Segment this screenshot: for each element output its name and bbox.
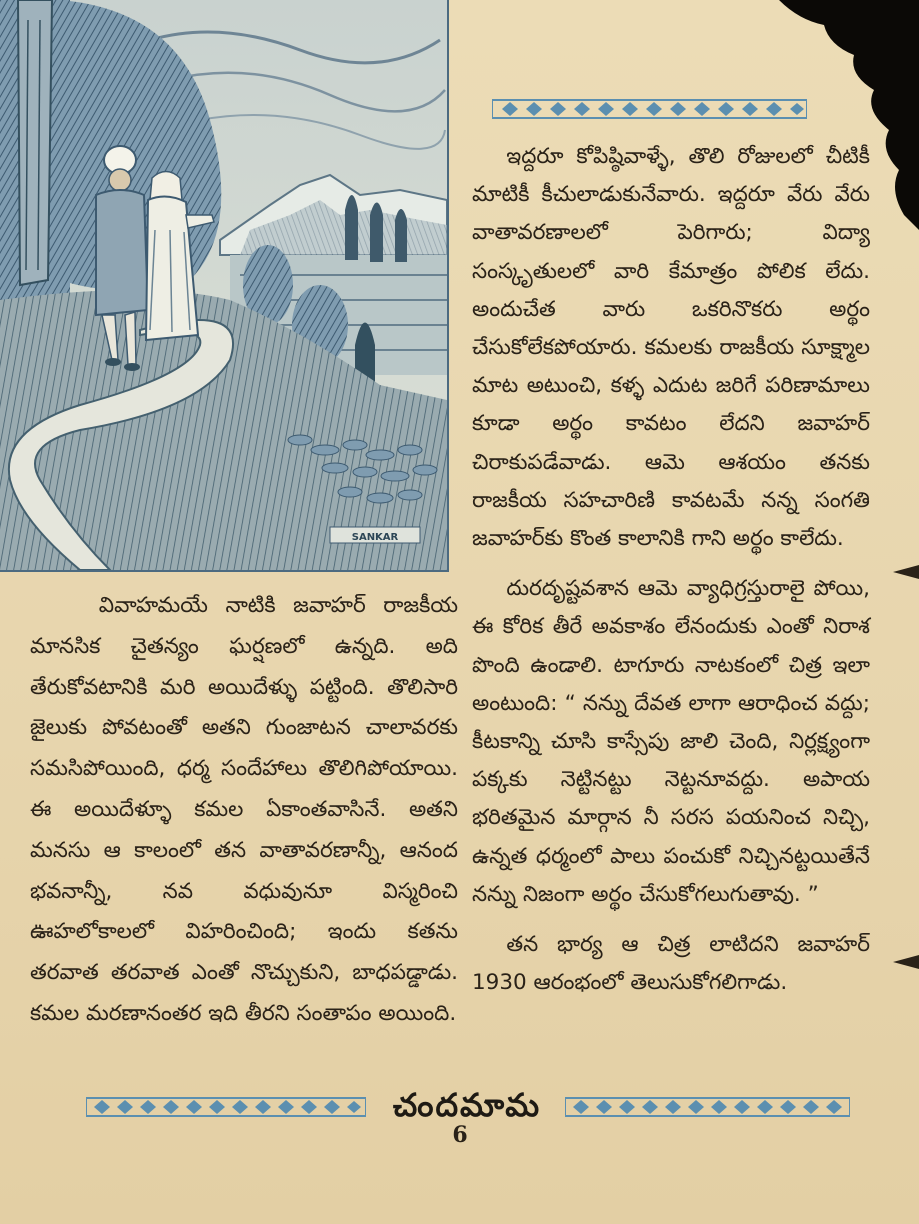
paragraph: ఇద్దరూ కోపిష్ఠివాళ్ళే, తొలి రోజులలో చీటికీ మాటికీ కీచులాడుకునేవారు. ఇద్దరూ వేరు వేరు వాతావరణాలలో పెరిగారు; విద్యా సంస్కృతులలో వారి కేమాత్రం పోలిక లేదు. అందుచేత వారు ఒకరినొకరు అర్థం చేసుకోలేకపోయారు. కమలకు రాజకీయ సూక్ష్మాల మాట అటుంచి, కళ్ళ ఎదుట జరిగే పరిణామాలు కూడా అర్థం కావటం లేదని జవాహర్ చిరాకుపడేవాడు. ఆమె ఆశయం తనకు రాజకీయ సహచారిణి కావటమే నన్న సంగతి జవాహర్‌కు కొంత కాలానికి గాని అర్థం కాలేదు. (472, 144, 870, 552)
page-number: 6 (452, 1122, 468, 1148)
artist-signature: SANKAR (351, 532, 399, 543)
landscape-illustration (0, 0, 447, 570)
paragraph: తన భార్య ఆ చిత్ర లాటిదని జవాహర్ 1930 ఆరంభంలో తెలుసుకోగలిగాడు. (472, 932, 870, 996)
edge-mark (893, 565, 919, 579)
paragraph: వివాహమయే నాటికి జవాహర్ రాజకీయ మానసిక చైతన్యం ఘర్షణలో ఉన్నది. అది తేరుకోవటానికి మరి అయిదేళ్ళు పట్టింది. తొలిసారి జైలుకు పోవటంతో అతని గుంజాటన చాలావరకు సమసిపోయింది, ధర్మ సందేహాలు తొలిగిపోయాయి. ఈ అయిదేళ్ళూ కమల ఏకాంతవాసినే. అతని మనసు ఆ కాలంలో తన వాతావరణాన్నీ, ఆనంద భవనాన్నీ, నవ వధువునూ విస్మరించి ఊహలోకాలలో విహరించింది; ఇందు కతను తరవాత తరవాత ఎంతో నొచ్చుకుని, బాధపడ్డాడు. కమల మరణానంతర ఇది తీరని సంతాపం అయింది. (30, 593, 458, 1026)
ornamental-border-top (492, 98, 807, 120)
right-text-column (472, 138, 870, 1014)
story-illustration (0, 0, 449, 572)
ornamental-border-footer-left (86, 1096, 366, 1118)
paragraph: దురదృష్టవశాన ఆమె వ్యాధిగ్రస్తురాలై పోయి, ఈ కోరిక తీరే అవకాశం లేనందుకు ఎంతో నిరాశ పొంది ఉండాలి. టాగూరు నాటకంలో చిత్ర ఇలా అంటుంది: “ నన్ను దేవత లాగా ఆరాధించ వద్దు; కీటకాన్ని చూసి కాస్సేపు జాలి చెంది, నిర్లక్ష్యంగా పక్కకు నెట్టినట్టు నెట్టనూవద్దు. అపాయ భరితమైన మార్గాన నీ సరస పయనించ నిచ్చి, ఉన్నత ధర్మంలో పాలు పంచుకో నిచ్చినట్టయితేనే నన్ను నిజంగా అర్థం చేసుకోగలుగుతావు. ” (472, 576, 870, 907)
edge-mark (893, 955, 919, 969)
ornamental-border-footer-right (565, 1096, 850, 1118)
left-text-column (30, 586, 458, 1047)
magazine-title: చందమామ (392, 1086, 542, 1124)
